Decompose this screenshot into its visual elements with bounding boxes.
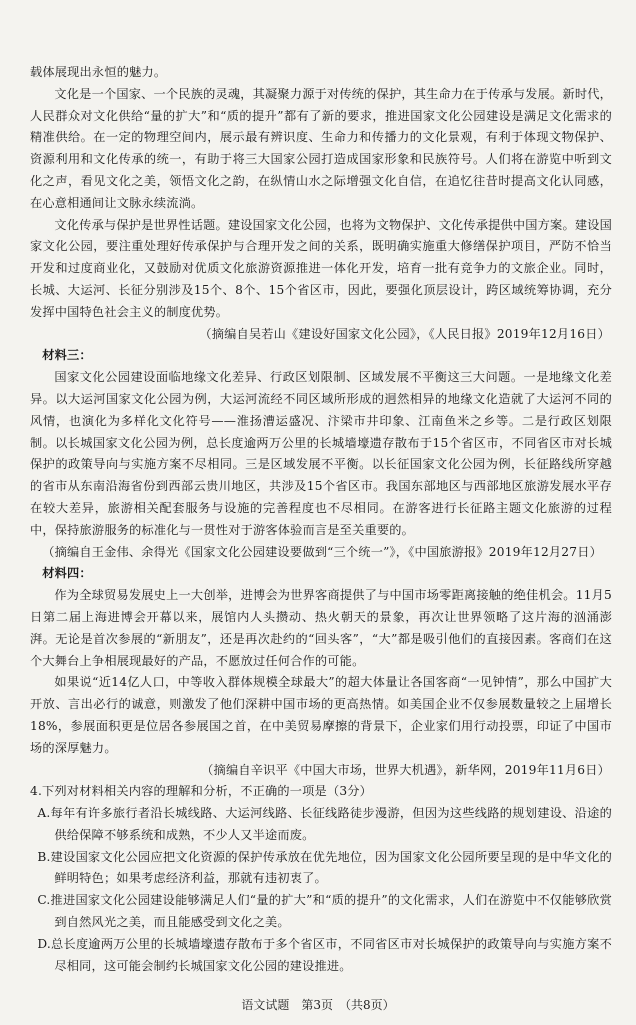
source-citation-2: （摘编自王金伟、余得光《国家文化公园建设要做到“三个统一”》，《中国旅游报》2019年12月27日）	[42, 544, 602, 559]
paragraph-culture: 文化是一个国家、一个民族的灵魂，其凝聚力源于对传统的保护，其生命力在于传承与发展。新时代，人民群众对文化供给“量的扩大”和“质的提升”都有了新的要求，推进国家文化公园建设是满足文化需求的精准供给。在一定的物理空间内，展示最有辨识度、生命力和传播力的文化景观，有利于体现文物保护、资源利用和文化传承的统一，有助于将三大国家公园打造成国家形象和民族符号。人们将在游览中听到文化之声，看见文化之美，领悟文化之韵，在纵情山水之际增强文化自信，在追忆往昔时提高文化认同感，在心意相通间让文脉永续流淌。	[30, 86, 612, 210]
source-citation-1: （摘编自吴若山《建设好国家文化公园》，《人民日报》2019年12月16日）	[199, 326, 610, 341]
material-4-heading: 材料四：	[42, 566, 92, 581]
paragraph-expo: 作为全球贸易发展史上一大创举，进博会为世界客商提供了与中国市场零距离接触的绝佳机会。11月5日第二届上海进博会开幕以来，展馆内人头攒动、热火朝天的景象，再次让世界领略了这片海的汹涌澎湃。无论是首次参展的“新朋友”，还是再次赴约的“回头客”，“大”都是吸引他们的直接因素。客商们在这个大舞台上争相展现最好的产品，不愿放过任何合作的可能。	[30, 588, 612, 668]
source-citation-3: （摘编自辛识平《中国大市场，世界大机遇》，新华网，2019年11月6日）	[201, 762, 610, 777]
article-body	[30, 62, 612, 977]
page-footer: 语文试题 第3页 （共8页）	[241, 998, 395, 1012]
lead-line: 载体展现出永恒的魅力。	[30, 65, 167, 79]
option-a: A.每年有许多旅行者沿长城线路、大运河线路、长征线路徒步漫游，但因为这些线路的规划建设、沿途的供给保障不够系统和成熟，不少人又半途而废。	[37, 806, 612, 842]
paragraph-material-3: 国家文化公园建设面临地缘文化差异、行政区划限制、区域发展不平衡这三大问题。一是地缘文化差异。以大运河国家文化公园为例，大运河流经不同区域所形成的迥然相异的地缘文化造就了大运河不同的风情，也演化为多样化文化符号——淮扬漕运盛况、汴梁市井印象、江南鱼米之乡等。二是行政区划限制。以长城国家文化公园为例，总长度逾两万公里的长城墙壕遗存散布于15个省区市，不同省区市对长城保护的政策导向与实施方案不尽相同。三是区域发展不平衡。以长征国家文化公园为例，长征路线所穿越的省市从东南沿海省份到西部云贵川地区，共涉及15个省区市。我国东部地区与西部地区旅游发展水平存在较大差异，旅游相关配套服务与设施的完善程度也不尽相同。在游客进行长征路主题文化旅游的过程中，保持旅游服务的标准化与一贯性对于游客体验而言是至关重要的。	[30, 370, 612, 537]
material-3-heading: 材料三：	[42, 348, 92, 363]
question-4: 4.下列对材料相关内容的理解和分析，不正确的一项是（3分）	[30, 784, 373, 799]
option-c: C.推进国家文化公园建设能够满足人们“量的扩大”和“质的提升”的文化需求，人们在游览中不仅能够欣赏到自然风光之美，而且能感受到文化之美。	[37, 893, 612, 930]
option-b: B.建设国家文化公园应把文化资源的保护传承放在优先地位，因为国家文化公园所要呈现的是中华文化的鲜明特色；如果考虑经济利益，那就有违初衷了。	[37, 849, 612, 886]
paragraph-market: 如果说“近14亿人口，中等收入群体规模全球最大”的超大体量让各国客商“一见钟情”，那么中国扩大开放、言出必行的诚意，则激发了他们深耕中国市场的更高热情。如美国企业不仅参展数量较之上届增长18%，参展面积更是位居各参展国之首，在中美贸易摩擦的背景下，企业家们用行动投票，印证了中国市场的深厚魅力。	[30, 675, 612, 755]
option-d: D.总长度逾两万公里的长城墙壕遗存散布于多个省区市，不同省区市对长城保护的政策导向与实施方案不尽相同，这可能会制约长城国家文化公园的建设推进。	[37, 936, 612, 973]
paragraph-heritage: 文化传承与保护是世界性话题。建设国家文化公园，也将为文物保护、文化传承提供中国方案。建设国家文化公园，要注重处理好传承保护与合理开发之间的关系，既明确实施重大修缮保护项目，严防不恰当开发和过度商业化，又鼓励对优质文化旅游资源推进一体化开发，培育一批有竞争力的文旅企业。同时，长城、大运河、长征分别涉及15个、8个、15个省区市，因此，要强化顶层设计，跨区域统筹协调，充分发挥中国特色社会主义的制度优势。	[30, 217, 612, 319]
